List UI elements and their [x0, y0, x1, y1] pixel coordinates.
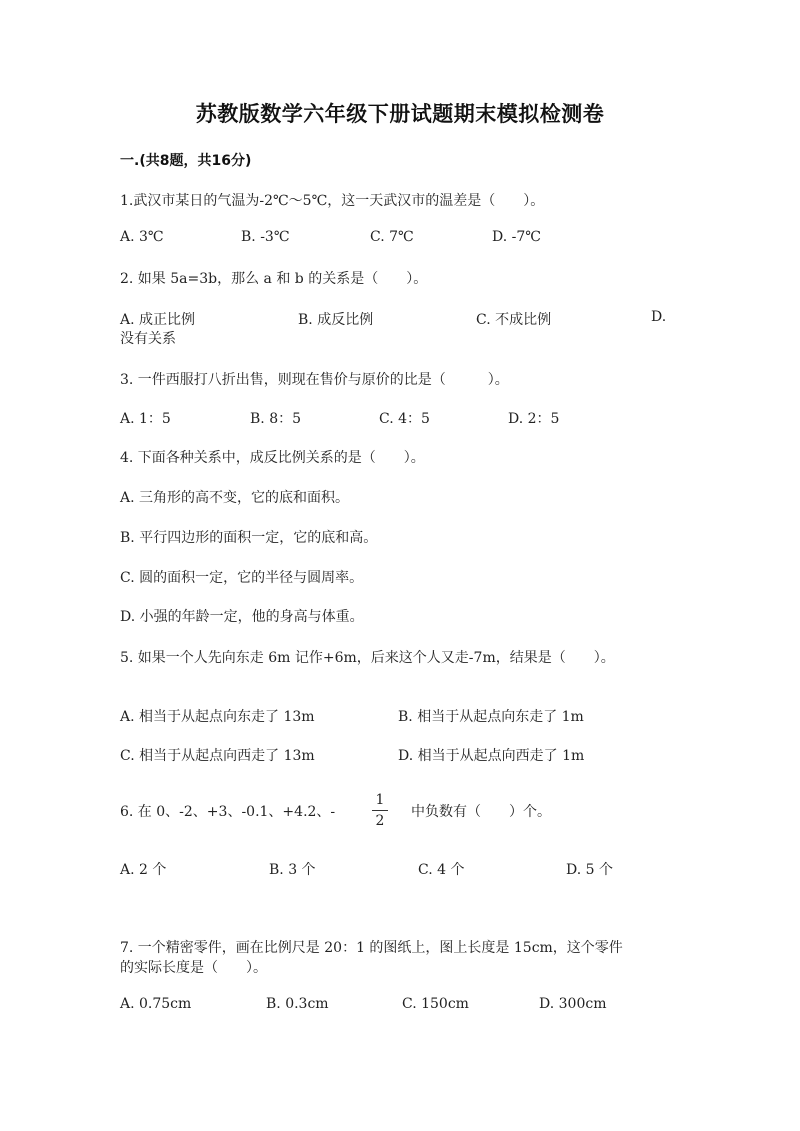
question-2-option-d-text: 没有关系 — [120, 331, 176, 347]
page-title: 苏教版数学六年级下册试题期末模拟检测卷 — [195, 102, 605, 126]
fraction-one-half — [372, 792, 388, 829]
question-7-option-b: B. 0.3cm — [266, 996, 329, 1012]
question-2-option-b: B. 成反比例 — [298, 312, 374, 328]
question-2-option-d: D. — [651, 309, 667, 325]
question-6-option-b: B. 3 个 — [269, 862, 316, 878]
question-7-option-c: C. 150cm — [402, 996, 469, 1012]
question-6-option-c: C. 4 个 — [418, 862, 465, 878]
question-3-option-c: C. 4：5 — [379, 411, 430, 427]
question-4-option-a: A. 三角形的高不变，它的底和面积。 — [120, 490, 350, 506]
question-4-option-d: D. 小强的年龄一定，他的身高与体重。 — [120, 609, 364, 625]
question-3-option-b: B. 8：5 — [250, 411, 302, 427]
question-5-option-b: B. 相当于从起点向东走了 1m — [398, 709, 584, 725]
question-1-option-b: B. -3℃ — [241, 229, 290, 245]
question-5-stem: 5. 如果一个人先向东走 6m 记作+6m，后来这个人又走-7m，结果是（ ）。 — [120, 650, 615, 666]
question-6-option-d: D. 5 个 — [566, 862, 613, 878]
fraction-bar — [372, 810, 388, 811]
question-7-option-a: A. 0.75cm — [120, 996, 192, 1012]
question-2-stem: 2. 如果 5a=3b，那么 a 和 b 的关系是（ ）。 — [120, 271, 428, 287]
fraction-numerator: 1 — [375, 792, 385, 808]
question-2-option-c: C. 不成比例 — [476, 312, 552, 328]
fraction-denominator: 2 — [375, 813, 385, 829]
question-4-option-c: C. 圆的面积一定，它的半径与圆周率。 — [120, 570, 364, 586]
question-5-option-a: A. 相当于从起点向东走了 13m — [120, 709, 315, 725]
question-3-stem: 3. 一件西服打八折出售，则现在售价与原价的比是（ ）。 — [120, 372, 509, 388]
question-1-option-d: D. -7℃ — [492, 229, 541, 245]
question-5-option-d: D. 相当于从起点向西走了 1m — [398, 748, 585, 764]
question-6-option-a: A. 2 个 — [120, 862, 167, 878]
question-2-option-a: A. 成正比例 — [120, 312, 196, 328]
question-6-stem-start: 6. 在 0、-2、+3、-0.1、+4.2、- — [120, 804, 336, 820]
question-1-option-a: A. 3℃ — [120, 229, 164, 245]
question-4-option-b: B. 平行四边形的面积一定，它的底和高。 — [120, 530, 378, 546]
question-1-stem: 1.武汉市某日的气温为-2℃～5℃，这一天武汉市的温差是（ ）。 — [120, 193, 545, 209]
section-heading: 一.(共8题，共16分) — [120, 153, 252, 169]
question-1-option-c: C. 7℃ — [370, 229, 414, 245]
question-6-stem-end: 中负数有（ ）个。 — [411, 804, 551, 820]
question-4-stem: 4. 下面各种关系中，成反比例关系的是（ ）。 — [120, 450, 425, 466]
question-7-stem-line-1: 7. 一个精密零件，画在比例尺是 20：1 的图纸上，图上长度是 15cm，这个零件 — [120, 940, 623, 956]
question-5-option-c: C. 相当于从起点向西走了 13m — [120, 748, 315, 764]
question-3-option-d: D. 2：5 — [508, 411, 560, 427]
question-7-option-d: D. 300cm — [539, 996, 607, 1012]
question-7-stem-line-2: 的实际长度是（ ）。 — [120, 960, 267, 976]
question-3-option-a: A. 1：5 — [120, 411, 171, 427]
